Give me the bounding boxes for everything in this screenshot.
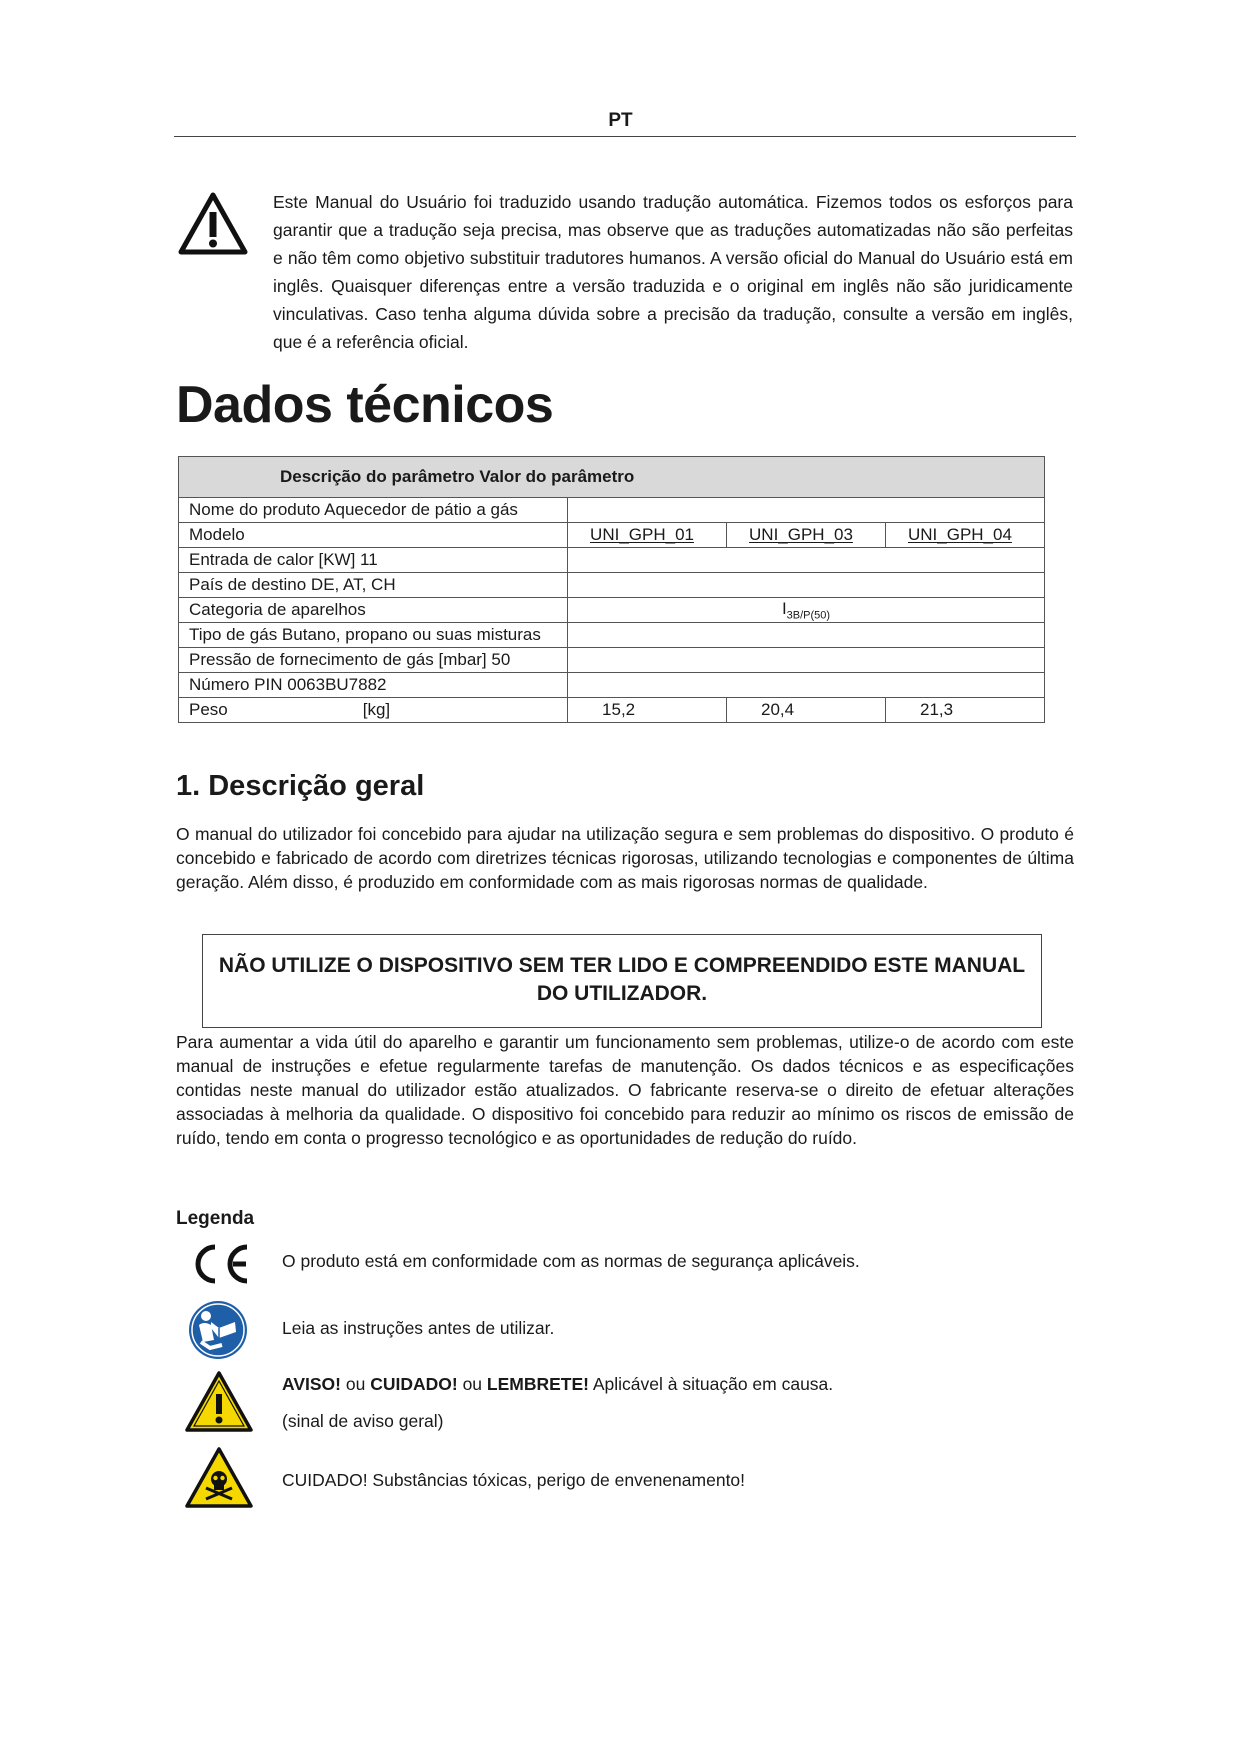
toxic-warning-icon bbox=[184, 1446, 254, 1510]
row-label: Nome do produto Aquecedor de pátio a gás bbox=[179, 498, 568, 523]
table-row bbox=[179, 698, 1045, 723]
row-label: Entrada de calor [KW] 11 bbox=[179, 548, 568, 573]
warning-join: ou bbox=[457, 1374, 487, 1394]
read-manual-icon bbox=[184, 1298, 254, 1362]
disclaimer-text: Este Manual do Usuário foi traduzido usando tradução automática. Fizemos todos os esforços para garantir que a tradução seja precisa, mas observe que as traduções automatizadas não são perfeitas e não têm como objetivo substituir tradutores humanos. A versão oficial do Manual do Usuário está em inglês. Quaisquer diferenças entre a versão traduzida e o original em inglês não são juridicamente vinculativas. Caso tenha alguma dúvida sobre a precisão da tradução, consulte a versão em inglês, que é a referência oficial. bbox=[273, 192, 1073, 352]
warning-word-aviso: AVISO! bbox=[282, 1374, 341, 1394]
legend-toxic-text: CUIDADO! Substâncias tóxicas, perigo de envenenamento! bbox=[282, 1470, 746, 1490]
model-value-2: UNI_GPH_03 bbox=[727, 523, 886, 548]
general-description-paragraph: O manual do utilizador foi concebido para ajudar na utilização segura e sem problemas do dispositivo. O produto é concebido e fabricado de acordo com diretrizes técnicas rigorosas, utilizando tecnologias e componentes de última geração. Além disso, é produzido em conformidade com as mais rigorosas normas de qualidade. bbox=[176, 824, 1074, 892]
row-value bbox=[568, 648, 1045, 673]
technical-data-table bbox=[178, 456, 1045, 723]
table-header-row bbox=[179, 457, 1045, 498]
weight-value-1: 15,2 bbox=[568, 698, 727, 723]
table-row bbox=[179, 498, 1045, 523]
warning-word-cuidado: CUIDADO! bbox=[370, 1374, 458, 1394]
legend-title: Legenda bbox=[176, 1208, 255, 1229]
weight-unit: [kg] bbox=[362, 700, 391, 719]
section-title: 1. Descrição geral bbox=[176, 770, 425, 802]
table-row bbox=[179, 523, 1045, 548]
warning-word-lembrete: LEMBRETE! bbox=[486, 1374, 589, 1394]
row-value bbox=[568, 623, 1045, 648]
table-row bbox=[179, 598, 1045, 623]
row-label: Modelo bbox=[179, 523, 568, 548]
table-header-cell: Descrição do parâmetro Valor do parâmetro bbox=[179, 457, 1045, 498]
page-title: Dados técnicos bbox=[176, 376, 554, 434]
ce-mark-icon bbox=[184, 1232, 254, 1296]
legend-warning-subtext: (sinal de aviso geral) bbox=[282, 1411, 444, 1431]
legend-ce-text: O produto está em conformidade com as normas de segurança aplicáveis. bbox=[282, 1251, 860, 1271]
warning-rest: Aplicável à situação em causa. bbox=[588, 1374, 834, 1394]
weight-value-2: 20,4 bbox=[727, 698, 886, 723]
row-value bbox=[568, 673, 1045, 698]
header-rule bbox=[174, 136, 1076, 137]
row-label: País de destino DE, AT, CH bbox=[179, 573, 568, 598]
row-label: Tipo de gás Butano, propano ou suas misturas bbox=[179, 623, 568, 648]
warning-outline-icon bbox=[178, 192, 248, 256]
usage-paragraph: Para aumentar a vida útil do aparelho e garantir um funcionamento sem problemas, utilize-o de acordo com este manual de instruções e efetue regularmente tarefas de manutenção. Os dados técnicos e as especificações contidas neste manual do utilizador estão atualizados. O fabricante reserva-se o direito de efetuar alterações associadas à melhoria da qualidade. O dispositivo foi concebido para reduzir ao mínimo os riscos de emissão de ruído, tendo em conta o progresso tecnológico e as oportunidades de redução do ruído. bbox=[176, 1032, 1074, 1148]
table-row bbox=[179, 573, 1045, 598]
table-row bbox=[179, 648, 1045, 673]
row-value bbox=[568, 548, 1045, 573]
model-value-3: UNI_GPH_04 bbox=[885, 523, 1044, 548]
general-warning-icon bbox=[184, 1370, 254, 1434]
legend-warning-text bbox=[282, 1374, 833, 1395]
category-value bbox=[568, 598, 1045, 623]
row-label: Peso bbox=[189, 700, 228, 719]
table-row bbox=[179, 673, 1045, 698]
table-row bbox=[179, 548, 1045, 573]
notice-box: NÃO UTILIZE O DISPOSITIVO SEM TER LIDO E COMPREENDIDO ESTE MANUAL DO UTILIZADOR. bbox=[202, 934, 1042, 1028]
category-value-sub: 3B/P(50) bbox=[786, 609, 831, 622]
row-label: Categoria de aparelhos bbox=[179, 598, 568, 623]
legend-read-text: Leia as instruções antes de utilizar. bbox=[282, 1318, 555, 1338]
row-value bbox=[568, 573, 1045, 598]
table-row bbox=[179, 623, 1045, 648]
warning-join: ou bbox=[341, 1374, 371, 1394]
row-label: Número PIN 0063BU7882 bbox=[179, 673, 568, 698]
model-value-1: UNI_GPH_01 bbox=[568, 523, 727, 548]
row-value bbox=[568, 498, 1045, 523]
row-label: Pressão de fornecimento de gás [mbar] 50 bbox=[179, 648, 568, 673]
weight-value-3: 21,3 bbox=[885, 698, 1044, 723]
category-value-main: I bbox=[781, 598, 787, 618]
weight-label-cell bbox=[179, 698, 568, 723]
page-language-label: PT bbox=[608, 110, 633, 131]
